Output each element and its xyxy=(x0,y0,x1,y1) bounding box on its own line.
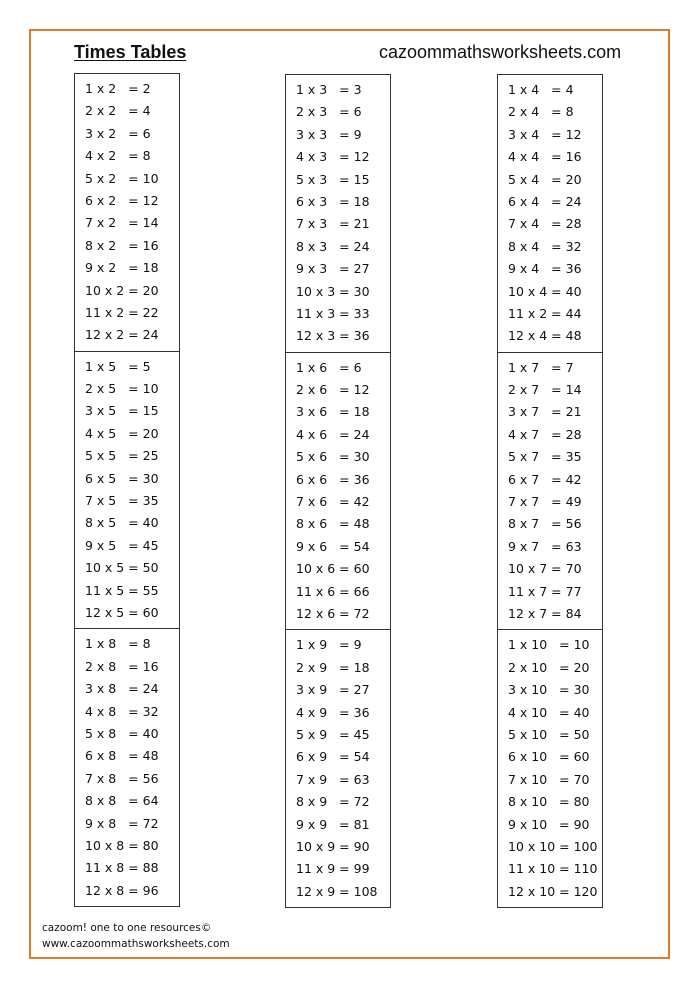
table-row: 7 x 2 = 14 xyxy=(85,215,159,231)
table-row: 1 x 4 = 4 xyxy=(508,82,574,97)
table-row: 4 x 8 = 32 xyxy=(85,703,159,719)
table-row: 1 x 3 = 3 xyxy=(296,82,362,97)
table-row: 3 x 9 = 27 xyxy=(296,682,370,698)
table-row: 12 x 9 = 108 xyxy=(296,883,378,899)
table-row: 6 x 8 = 48 xyxy=(85,748,159,764)
table-row: 11 x 7 = 77 xyxy=(508,583,582,599)
table-row: 6 x 7 = 42 xyxy=(508,471,582,487)
table-row: 12 x 10 = 120 xyxy=(508,883,598,899)
table-row: 10 x 9 = 90 xyxy=(296,838,370,854)
table-row: 3 x 2 = 6 xyxy=(85,125,151,141)
table-row: 3 x 6 = 18 xyxy=(296,404,370,420)
table-row: 4 x 10 = 40 xyxy=(508,704,590,720)
table-row: 1 x 10 = 10 xyxy=(508,637,590,653)
table-row: 7 x 7 = 49 xyxy=(508,494,582,510)
table-row: 10 x 7 = 70 xyxy=(508,561,582,577)
table-row: 10 x 3 = 30 xyxy=(296,283,370,299)
table-row: 8 x 10 = 80 xyxy=(508,794,590,810)
site-name: cazoommathsworksheets.com xyxy=(379,42,622,62)
table-row: 7 x 5 = 35 xyxy=(85,493,159,509)
table-row: 11 x 9 = 99 xyxy=(296,861,370,877)
table-row: 3 x 4 = 12 xyxy=(508,126,582,142)
table-row: 12 x 8 = 96 xyxy=(85,882,159,898)
table-row: 12 x 7 = 84 xyxy=(508,605,582,621)
table-row: 4 x 5 = 20 xyxy=(85,425,159,441)
table-row: 11 x 2 = 44 xyxy=(508,305,582,321)
table-9 xyxy=(285,630,391,908)
table-row: 9 x 10 = 90 xyxy=(508,816,590,832)
table-8 xyxy=(74,629,180,907)
table-row: 8 x 4 = 32 xyxy=(508,238,582,254)
table-7 xyxy=(497,353,603,631)
footer xyxy=(42,920,230,952)
table-row: 2 x 2 = 4 xyxy=(85,103,151,119)
table-row: 6 x 6 = 36 xyxy=(296,471,370,487)
table-row: 2 x 9 = 18 xyxy=(296,659,370,675)
table-row: 11 x 2 = 22 xyxy=(85,304,159,320)
table-row: 1 x 6 = 6 xyxy=(296,359,362,375)
table-row: 5 x 9 = 45 xyxy=(296,726,370,742)
footer-copyright: cazoom! one to one resources© xyxy=(42,922,212,934)
table-row: 5 x 7 = 35 xyxy=(508,449,582,465)
table-row: 11 x 10 = 110 xyxy=(508,861,598,877)
table-row: 1 x 9 = 9 xyxy=(296,637,362,653)
table-row: 10 x 10 = 100 xyxy=(508,838,598,854)
column-3 xyxy=(497,74,603,908)
table-row: 6 x 9 = 54 xyxy=(296,749,370,765)
table-2 xyxy=(74,73,180,352)
table-5 xyxy=(74,352,180,630)
table-row: 8 x 7 = 56 xyxy=(508,516,582,532)
table-row: 1 x 5 = 5 xyxy=(85,358,151,374)
table-row: 6 x 2 = 12 xyxy=(85,192,159,208)
table-row: 10 x 4 = 40 xyxy=(508,283,582,299)
table-3 xyxy=(285,74,391,353)
table-row: 9 x 2 = 18 xyxy=(85,260,159,276)
table-row: 5 x 6 = 30 xyxy=(296,449,370,465)
column-1 xyxy=(74,73,180,907)
table-row: 4 x 4 = 16 xyxy=(508,149,582,165)
table-row: 5 x 4 = 20 xyxy=(508,171,582,187)
table-6 xyxy=(285,353,391,631)
table-row: 4 x 6 = 24 xyxy=(296,426,370,442)
table-row: 3 x 7 = 21 xyxy=(508,404,582,420)
column-2 xyxy=(285,74,391,908)
table-10 xyxy=(497,630,603,908)
table-row: 9 x 9 = 81 xyxy=(296,816,370,832)
table-row: 7 x 6 = 42 xyxy=(296,494,370,510)
table-row: 7 x 3 = 21 xyxy=(296,216,370,232)
table-row: 5 x 10 = 50 xyxy=(508,726,590,742)
table-row: 3 x 10 = 30 xyxy=(508,682,590,698)
table-row: 1 x 2 = 2 xyxy=(85,81,151,96)
table-row: 8 x 9 = 72 xyxy=(296,794,370,810)
table-row: 7 x 8 = 56 xyxy=(85,770,159,786)
table-row: 2 x 6 = 12 xyxy=(296,382,370,398)
table-row: 4 x 2 = 8 xyxy=(85,148,151,164)
table-row: 9 x 5 = 45 xyxy=(85,537,159,553)
table-row: 11 x 3 = 33 xyxy=(296,305,370,321)
table-row: 8 x 2 = 16 xyxy=(85,237,159,253)
table-row: 5 x 8 = 40 xyxy=(85,725,159,741)
table-row: 4 x 9 = 36 xyxy=(296,704,370,720)
table-row: 10 x 8 = 80 xyxy=(85,837,159,853)
table-row: 2 x 3 = 6 xyxy=(296,104,362,120)
table-row: 6 x 3 = 18 xyxy=(296,193,370,209)
table-row: 8 x 5 = 40 xyxy=(85,515,159,531)
table-row: 12 x 6 = 72 xyxy=(296,605,370,621)
table-row: 12 x 5 = 60 xyxy=(85,604,159,620)
table-row: 6 x 4 = 24 xyxy=(508,193,582,209)
footer-url: www.cazoommathsworksheets.com xyxy=(42,938,230,950)
table-row: 9 x 8 = 72 xyxy=(85,815,159,831)
table-row: 8 x 8 = 64 xyxy=(85,793,159,809)
table-row: 9 x 7 = 63 xyxy=(508,538,582,554)
table-row: 3 x 8 = 24 xyxy=(85,681,159,697)
table-row: 9 x 4 = 36 xyxy=(508,261,582,277)
table-row: 5 x 2 = 10 xyxy=(85,170,159,186)
table-row: 2 x 4 = 8 xyxy=(508,104,574,120)
table-row: 1 x 7 = 7 xyxy=(508,359,574,375)
table-row: 3 x 3 = 9 xyxy=(296,126,362,142)
table-row: 2 x 10 = 20 xyxy=(508,659,590,675)
table-row: 11 x 8 = 88 xyxy=(85,860,159,876)
table-4 xyxy=(497,74,603,353)
table-row: 2 x 8 = 16 xyxy=(85,658,159,674)
table-row: 7 x 4 = 28 xyxy=(508,216,582,232)
table-row: 8 x 3 = 24 xyxy=(296,238,370,254)
page-title: Times Tables xyxy=(74,42,187,62)
table-row: 5 x 5 = 25 xyxy=(85,448,159,464)
table-row: 10 x 5 = 50 xyxy=(85,560,159,576)
table-row: 1 x 8 = 8 xyxy=(85,636,151,652)
table-row: 7 x 10 = 70 xyxy=(508,771,590,787)
table-row: 3 x 5 = 15 xyxy=(85,403,159,419)
table-row: 10 x 6 = 60 xyxy=(296,561,370,577)
table-row: 8 x 6 = 48 xyxy=(296,516,370,532)
table-row: 9 x 3 = 27 xyxy=(296,261,370,277)
table-row: 2 x 5 = 10 xyxy=(85,381,159,397)
table-row: 12 x 4 = 48 xyxy=(508,328,582,344)
table-row: 12 x 2 = 24 xyxy=(85,327,159,343)
table-row: 4 x 3 = 12 xyxy=(296,149,370,165)
table-row: 11 x 5 = 55 xyxy=(85,582,159,598)
table-row: 6 x 5 = 30 xyxy=(85,470,159,486)
table-row: 11 x 6 = 66 xyxy=(296,583,370,599)
table-row: 4 x 7 = 28 xyxy=(508,426,582,442)
table-row: 10 x 2 = 20 xyxy=(85,282,159,298)
table-row: 6 x 10 = 60 xyxy=(508,749,590,765)
table-row: 12 x 3 = 36 xyxy=(296,328,370,344)
table-row: 2 x 7 = 14 xyxy=(508,382,582,398)
table-row: 5 x 3 = 15 xyxy=(296,171,370,187)
table-row: 9 x 6 = 54 xyxy=(296,538,370,554)
table-row: 7 x 9 = 63 xyxy=(296,771,370,787)
